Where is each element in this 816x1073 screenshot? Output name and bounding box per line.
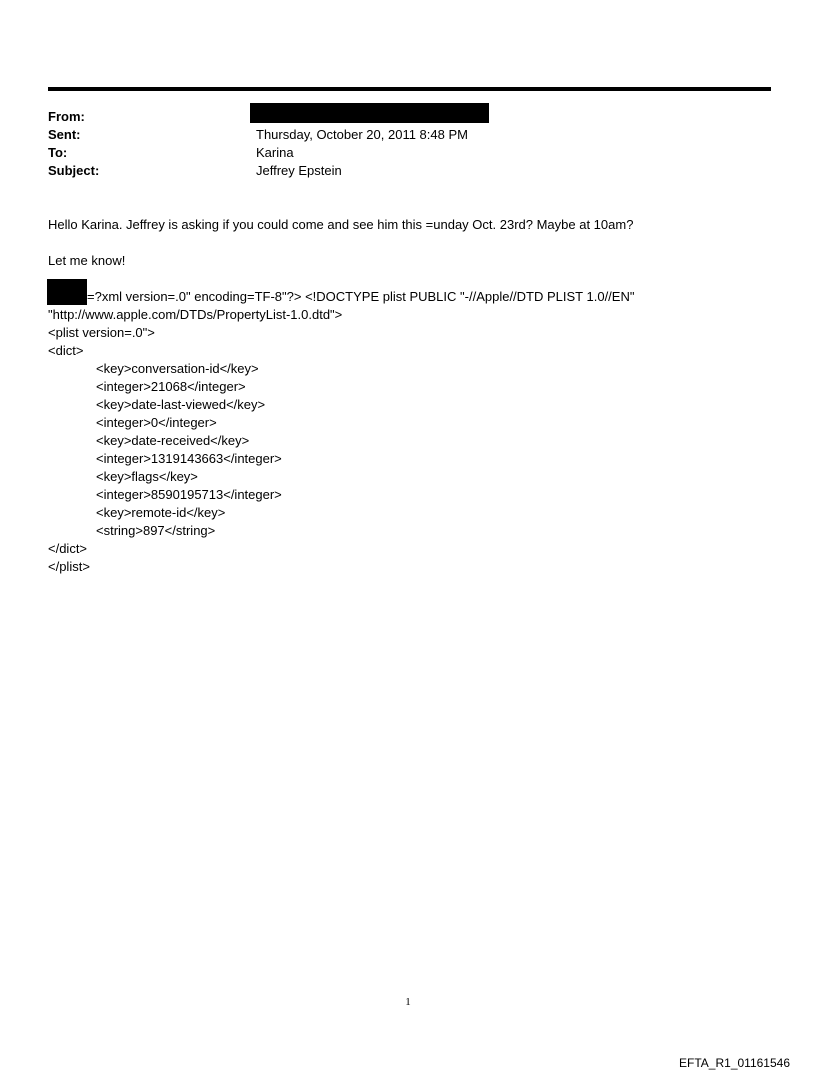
xml-item: <key>date-received</key>	[96, 433, 250, 448]
subject-label: Subject:	[48, 163, 100, 178]
xml-item: <integer>1319143663</integer>	[96, 451, 282, 466]
body-line-1: Hello Karina. Jeffrey is asking if you could come and see him this =unday Oct. 23rd? Maybe at 10am?	[48, 217, 634, 232]
xml-line-4: <dict>	[48, 343, 84, 358]
xml-line-1: =?xml version=.0" encoding=TF-8"?> <!DOCTYPE plist PUBLIC "-//Apple//DTD PLIST 1.0//EN"	[87, 289, 635, 304]
redacted-sender	[250, 103, 489, 123]
bates-number: EFTA_R1_01161546	[679, 1056, 790, 1070]
from-label: From:	[48, 109, 85, 124]
header-rule	[48, 87, 771, 91]
sent-label: Sent:	[48, 127, 81, 142]
page-number: 1	[405, 996, 411, 1008]
redacted-block	[47, 279, 87, 305]
to-label: To:	[48, 145, 68, 160]
xml-item: <key>flags</key>	[96, 469, 198, 484]
sent-value: Thursday, October 20, 2011 8:48 PM	[256, 127, 468, 142]
xml-line-2: "http://www.apple.com/DTDs/PropertyList-1.0.dtd">	[48, 307, 343, 322]
subject-value: Jeffrey Epstein	[256, 163, 342, 178]
xml-item: <key>remote-id</key>	[96, 505, 226, 520]
xml-item: <key>date-last-viewed</key>	[96, 397, 266, 412]
xml-item: <integer>0</integer>	[96, 415, 217, 430]
xml-line-3: <plist version=.0">	[48, 325, 155, 340]
xml-item: <integer>8590195713</integer>	[96, 487, 282, 502]
xml-item: <integer>21068</integer>	[96, 379, 246, 394]
body-line-2: Let me know!	[48, 253, 126, 268]
xml-item: <key>conversation-id</key>	[96, 361, 259, 376]
to-value: Karina	[256, 145, 294, 160]
xml-item: <string>897</string>	[96, 523, 216, 538]
xml-close-dict: </dict>	[48, 541, 88, 556]
xml-close-plist: </plist>	[48, 559, 90, 574]
